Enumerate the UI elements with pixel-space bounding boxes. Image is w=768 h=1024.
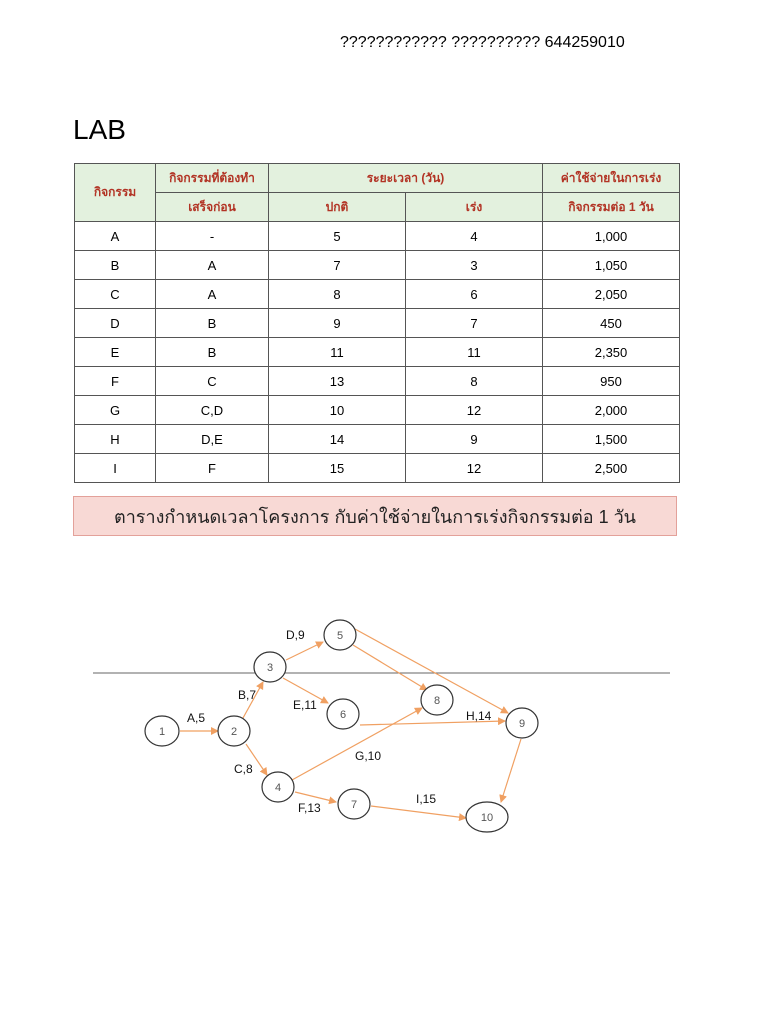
header-normal: ปกติ: [269, 193, 406, 222]
schedule-table: [74, 163, 680, 483]
student-id-line: ???????????? ?????????? 644259010: [340, 34, 625, 51]
node-9-label: 9: [518, 718, 526, 730]
header-cost-line1: ค่าใช้จ่ายในการเร่ง: [543, 164, 680, 193]
node-3-label: 3: [266, 662, 274, 674]
header-predecessor-line1: กิจกรรมที่ต้องทำ: [156, 164, 269, 193]
cell-activity: F: [75, 367, 156, 396]
cell-crash: 4: [406, 222, 543, 251]
edge-5-8: [353, 645, 427, 690]
cell-cost: 2,350: [543, 338, 680, 367]
table-row: [75, 425, 680, 454]
node-4-label: 4: [274, 782, 282, 794]
edge-label-D: D,9: [286, 628, 305, 642]
node-2-label: 2: [230, 726, 238, 738]
cell-cost: 2,500: [543, 454, 680, 483]
node-8-label: 8: [433, 695, 441, 707]
node-5-label: 5: [336, 630, 344, 642]
cell-activity: B: [75, 251, 156, 280]
cell-cost: 1,000: [543, 222, 680, 251]
cell-normal: 7: [269, 251, 406, 280]
header-cost-line2: กิจกรรมต่อ 1 วัน: [543, 193, 680, 222]
cell-predecessor: C,D: [156, 396, 269, 425]
cell-normal: 13: [269, 367, 406, 396]
edge-I: [371, 806, 466, 818]
cell-normal: 15: [269, 454, 406, 483]
node-7-label: 7: [350, 799, 358, 811]
cell-normal: 11: [269, 338, 406, 367]
cell-predecessor: B: [156, 309, 269, 338]
cell-cost: 1,500: [543, 425, 680, 454]
table-row: [75, 309, 680, 338]
cell-cost: 1,050: [543, 251, 680, 280]
cell-predecessor: B: [156, 338, 269, 367]
cell-predecessor: A: [156, 251, 269, 280]
header-crash: เร่ง: [406, 193, 543, 222]
cell-normal: 5: [269, 222, 406, 251]
table-row: [75, 222, 680, 251]
edge-label-F: F,13: [298, 801, 321, 815]
page-title: LAB: [73, 114, 126, 145]
header-predecessor-line2: เสร็จก่อน: [156, 193, 269, 222]
cell-normal: 8: [269, 280, 406, 309]
cell-normal: 14: [269, 425, 406, 454]
cell-crash: 12: [406, 454, 543, 483]
edge-label-E: E,11: [293, 698, 317, 712]
edge-label-C: C,8: [234, 762, 253, 776]
cell-activity: I: [75, 454, 156, 483]
cell-normal: 10: [269, 396, 406, 425]
table-row: [75, 251, 680, 280]
cell-crash: 7: [406, 309, 543, 338]
edge-D: [286, 642, 323, 660]
cell-crash: 8: [406, 367, 543, 396]
edge-label-A: A,5: [187, 711, 206, 725]
cell-predecessor: A: [156, 280, 269, 309]
cell-predecessor: F: [156, 454, 269, 483]
cell-predecessor: -: [156, 222, 269, 251]
cell-cost: 2,000: [543, 396, 680, 425]
node-10-label: 10: [480, 812, 494, 824]
cell-activity: H: [75, 425, 156, 454]
table-row: [75, 454, 680, 483]
header-duration: ระยะเวลา (วัน): [269, 164, 543, 193]
activity-network-diagram: [0, 600, 768, 860]
cell-predecessor: C: [156, 367, 269, 396]
cell-activity: A: [75, 222, 156, 251]
cell-crash: 3: [406, 251, 543, 280]
table-row: [75, 280, 680, 309]
cell-crash: 11: [406, 338, 543, 367]
schedule-table-container: [74, 163, 679, 483]
cell-crash: 6: [406, 280, 543, 309]
cell-activity: C: [75, 280, 156, 309]
cell-normal: 9: [269, 309, 406, 338]
node-1-label: 1: [158, 726, 166, 738]
edge-label-G: G,10: [355, 749, 382, 763]
cell-cost: 450: [543, 309, 680, 338]
cell-predecessor: D,E: [156, 425, 269, 454]
cell-cost: 2,050: [543, 280, 680, 309]
node-6-label: 6: [339, 709, 347, 721]
cell-activity: D: [75, 309, 156, 338]
cell-crash: 12: [406, 396, 543, 425]
table-row: [75, 367, 680, 396]
edge-9-10: [501, 739, 521, 802]
edge-label-H: H,14: [466, 709, 492, 723]
cell-activity: E: [75, 338, 156, 367]
table-row: [75, 396, 680, 425]
cell-crash: 9: [406, 425, 543, 454]
table-caption: ตารางกำหนดเวลาโครงการ กับค่าใช้จ่ายในการเร่งกิจกรรมต่อ 1 วัน: [73, 496, 677, 536]
header-activity: กิจกรรม: [75, 164, 156, 222]
edge-label-B: B,7: [238, 688, 257, 702]
cell-cost: 950: [543, 367, 680, 396]
edge-label-I: I,15: [416, 792, 437, 806]
cell-activity: G: [75, 396, 156, 425]
table-row: [75, 338, 680, 367]
